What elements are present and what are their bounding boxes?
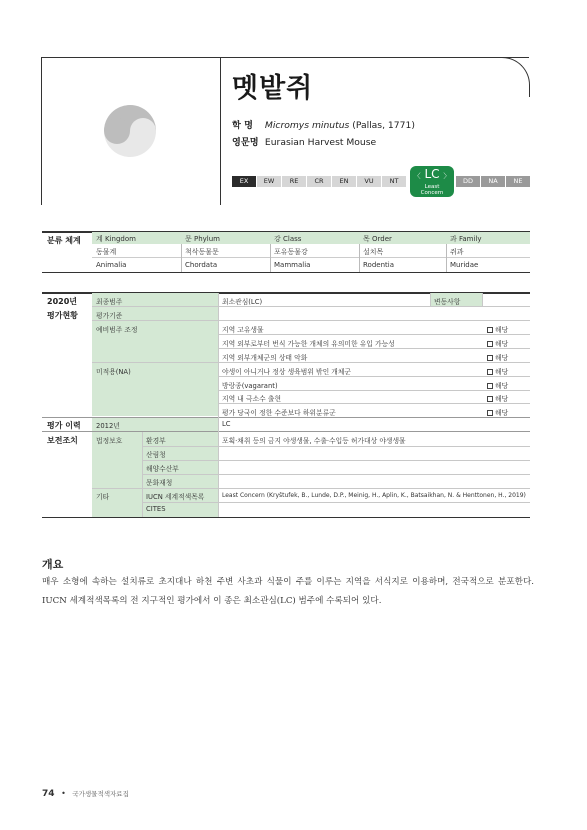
category-en: EN <box>332 176 356 187</box>
scientific-name-row <box>232 117 415 131</box>
overview-body: 매우 소형에 속하는 설치류로 초지대나 하천 주변 사초과 식물이 주를 이루는 지역을 서식지로 이용하며, 전국적으로 분포한다. IUCN 세계적색목록의 전 지구적인 평가에서 이 종은 최소관심(LC) 범주에 수록되어 있다. <box>42 577 534 606</box>
other-label: 기타 <box>96 493 110 501</box>
prelim-item: 지역 외부개체군의 상태 악화 <box>222 354 308 362</box>
checkbox-row[interactable]: 해당 <box>487 366 508 376</box>
taxonomy-header-order: 목 Order <box>363 235 392 243</box>
species-title: 멧밭쥐 <box>232 73 314 104</box>
page-number: 74 <box>42 789 55 799</box>
culture-label: 문화재청 <box>146 479 173 487</box>
category-nt: NT <box>382 176 406 187</box>
lc-line1: Least <box>424 184 440 190</box>
header-divider <box>220 58 221 205</box>
footer-dot: • <box>61 789 66 798</box>
checkbox-row[interactable]: 해당 <box>487 338 508 348</box>
taxonomy-latin-class: Mammalia <box>274 261 311 269</box>
final-category-value: 최소관심(LC) <box>222 298 263 306</box>
checkbox-row[interactable]: 해당 <box>487 352 508 362</box>
english-name-row <box>232 134 376 148</box>
iucn-label: IUCN 세계적색목록 <box>146 493 205 501</box>
taxonomy-korean-kingdom: 동물계 <box>96 248 117 256</box>
checkbox-row[interactable]: 해당 <box>487 324 508 334</box>
taxonomy-header-phylum: 문 Phylum <box>185 235 220 243</box>
category-vu: VU <box>357 176 381 187</box>
category-ne: NE <box>506 176 530 187</box>
history-label: 평가 이력 <box>47 421 81 430</box>
taxonomy-label: 분류 체계 <box>47 236 81 245</box>
taxonomy-header-class: 강 Class <box>274 235 302 243</box>
page-footer <box>42 789 129 799</box>
scientific-author: (Pallas, 1771) <box>349 120 415 131</box>
history-value: LC <box>222 420 231 428</box>
prelim-label: 예비범주 조정 <box>96 326 138 334</box>
category-ew: EW <box>257 176 281 187</box>
env-value: 포획·채취 등의 금지 야생생물, 수출·수입등 허가대상 야생생물 <box>222 437 406 445</box>
na-item: 평가 당국이 정한 수준보다 하위분류군 <box>222 409 336 417</box>
lc-badge <box>410 166 454 197</box>
checkbox-icon[interactable] <box>487 327 493 333</box>
scientific-name: Micromys minutus <box>264 120 350 131</box>
legal-label: 법정보호 <box>96 437 123 445</box>
taegeuk-emblem-icon <box>104 105 156 157</box>
checkbox-icon[interactable] <box>487 369 493 375</box>
checkbox-row[interactable]: 해당 <box>487 393 508 403</box>
taxonomy-latin-order: Rodentia <box>363 261 394 269</box>
checkbox-icon[interactable] <box>487 410 493 416</box>
checkbox-row[interactable]: 해당 <box>487 407 508 417</box>
status-year-label: 2020년 <box>47 297 77 306</box>
prelim-item: 지역 외부로부터 번식 가능한 개체의 유의미한 유입 가능성 <box>222 340 395 348</box>
english-name-label: 영문명 <box>232 137 259 148</box>
taxonomy-korean-order: 설치목 <box>363 248 384 256</box>
checkbox-icon[interactable] <box>487 383 493 389</box>
status-eval-label: 평가현황 <box>47 311 78 320</box>
header-frame-corner <box>448 57 530 97</box>
category-re: RE <box>282 176 306 187</box>
taxonomy-korean-phylum: 척삭동물문 <box>185 248 219 256</box>
taxonomy-latin-phylum: Chordata <box>185 261 218 269</box>
checkbox-row[interactable]: 해당 <box>487 380 508 390</box>
taxonomy-latin-kingdom: Animalia <box>96 261 127 269</box>
env-label: 환경부 <box>146 437 166 445</box>
criteria-label: 평가기준 <box>96 312 123 320</box>
ocean-label: 해양수산부 <box>146 465 179 473</box>
taxonomy-header-kingdom: 계 Kingdom <box>96 235 136 243</box>
na-item: 방랑종(vagarant) <box>222 382 278 390</box>
scientific-name-label: 학 명 <box>232 120 253 131</box>
cites-label: CITES <box>146 505 166 513</box>
category-cr: CR <box>307 176 331 187</box>
na-item: 지역 내 극소수 출현 <box>222 395 282 403</box>
change-label: 변동사항 <box>434 298 461 306</box>
checkbox-icon[interactable] <box>487 355 493 361</box>
na-label: 미적용(NA) <box>96 368 131 376</box>
category-ex: EX <box>232 176 256 187</box>
english-name: Eurasian Harvest Mouse <box>264 137 377 148</box>
checkbox-icon[interactable] <box>487 396 493 402</box>
footer-source: 국가생물적색자료집 <box>72 790 129 798</box>
category-na: NA <box>481 176 505 187</box>
prelim-item: 지역 고유생물 <box>222 326 264 334</box>
forest-label: 산림청 <box>146 451 166 459</box>
iucn-value: Least Concern (Kryštufek, B., Lunde, D.P., Meinig, H., Aplin, K., Batsaikhan, N. & Henttonen, H., 2019) <box>222 492 526 499</box>
taxonomy-latin-family: Muridae <box>450 261 479 269</box>
taxonomy-header-family: 과 Family <box>450 235 482 243</box>
conservation-label: 보전조치 <box>47 436 78 445</box>
taxonomy-korean-class: 포유동물강 <box>274 248 308 256</box>
na-item: 야생이 아니거나 정상 생육범위 밖인 개체군 <box>222 368 351 376</box>
category-dd: DD <box>456 176 480 187</box>
lc-line2: Concern <box>420 190 444 196</box>
checkbox-icon[interactable] <box>487 341 493 347</box>
lc-code: 〈 LC 〉 <box>413 167 451 181</box>
overview-title: 개요 <box>42 558 64 571</box>
final-category-label: 최종범주 <box>96 298 123 306</box>
taxonomy-korean-family: 쥐과 <box>450 248 464 256</box>
history-year: 2012년 <box>96 422 120 430</box>
